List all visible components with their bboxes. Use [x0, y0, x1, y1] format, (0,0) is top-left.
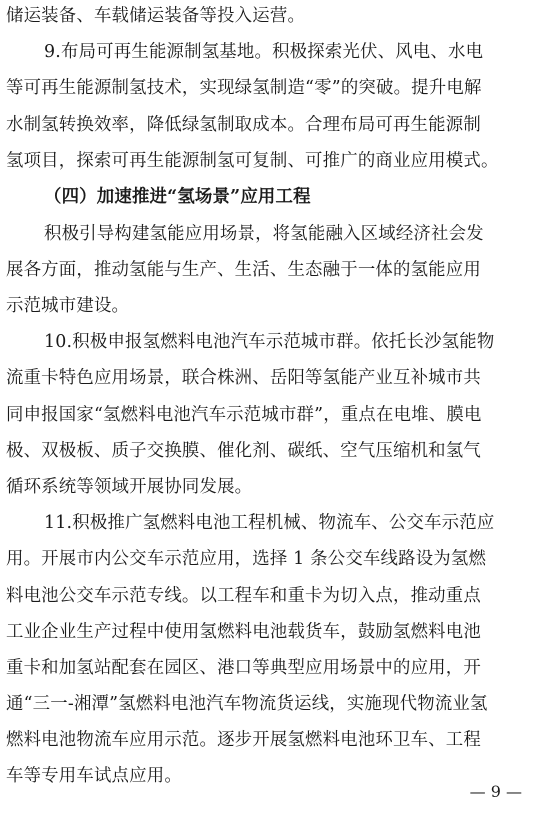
text-line: 极、双极板、质子交换膜、催化剂、碳纸、空气压缩机和氢气 [6, 441, 481, 461]
text-line: 通“三一-湘潭”氢燃料电池汽车物流货运线，实施现代物流业氢 [6, 694, 488, 714]
text-line: 示范城市建设。 [6, 296, 130, 316]
text-line: 9.布局可再生能源制氢基地。积极探索光伏、风电、水电 [44, 42, 484, 62]
text-line: 积极引导构建氢能应用场景，将氢能融入区域经济社会发 [44, 224, 484, 244]
text-line: 等可再生能源制氢技术，实现绿氢制造“零”的突破。提升电解 [6, 78, 482, 98]
text-line: 工业企业生产过程中使用氢燃料电池载货车，鼓励氢燃料电池 [6, 622, 481, 642]
text-line: 储运装备、车载储运装备等投入运营。 [6, 6, 306, 26]
text-line: 车等专用车试点应用。 [6, 766, 182, 786]
text-line: 用。开展市内公交车示范应用，选择 1 条公交车线路设为氢燃 [6, 549, 487, 569]
text-line: 水制氢转换效率，降低绿氢制取成本。合理布局可再生能源制 [6, 115, 481, 135]
text-line: 11.积极推广氢燃料电池工程机械、物流车、公交车示范应 [44, 513, 495, 533]
section-heading: （四）加速推进“氢场景”应用工程 [44, 187, 311, 207]
text-line: 流重卡特色应用场景，联合株洲、岳阳等氢能产业互补城市共 [6, 368, 481, 388]
text-line: 循环系统等领域开展协同发展。 [6, 477, 253, 497]
text-line: 同申报国家“氢燃料电池汽车示范城市群”，重点在电堆、膜电 [6, 405, 482, 425]
text-line: 重卡和加氢站配套在园区、港口等典型应用场景中的应用，开 [6, 658, 481, 678]
text-line: 10.积极申报氢燃料电池汽车示范城市群。依托长沙氢能物 [44, 332, 495, 352]
text-line: 展各方面，推动氢能与生产、生活、生态融于一体的氢能应用 [6, 260, 481, 280]
text-line: 氢项目，探索可再生能源制氢可复制、可推广的商业应用模式。 [6, 151, 499, 171]
text-line: 料电池公交车示范专线。以工程车和重卡为切入点，推动重点 [6, 586, 481, 606]
page-number: — 9 — [469, 782, 522, 801]
text-line: 燃料电池物流车应用示范。逐步开展氢燃料电池环卫车、工程 [6, 730, 481, 750]
